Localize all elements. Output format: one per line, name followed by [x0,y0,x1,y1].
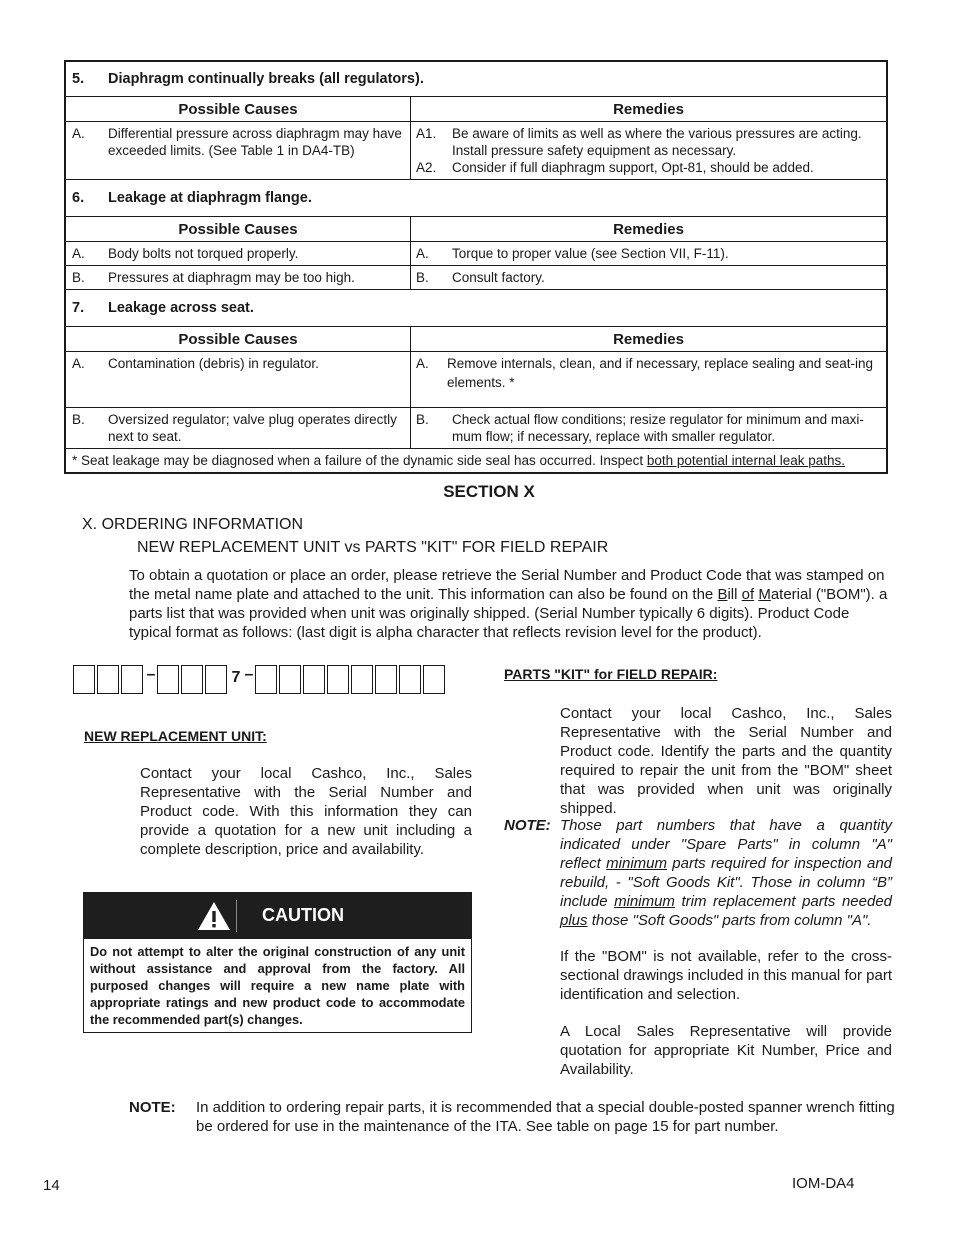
page-number: 14 [43,1177,60,1194]
note-text: those "Soft Goods" parts from column "A". [587,912,872,929]
code-box [351,665,373,694]
caution-separator [236,900,237,932]
new-unit-heading: NEW REPLACEMENT UNIT: [84,728,267,744]
cause-text: Oversized regulator; valve plug operates directly next to seat. [108,412,397,444]
intro-paragraph [129,566,889,642]
column-header-row [66,97,886,122]
code-box [423,665,445,694]
column-header-row [66,327,886,352]
ordering-heading: X. ORDERING INFORMATION [82,516,304,533]
warning-icon [196,900,232,932]
bottom-note-text: In addition to ordering repair parts, it is recommended that a special double-posted spanner wrench fitting be ordered for use in the maintenance of the ITA. See table on page 15 for part number. [196,1099,895,1135]
remedy-label: A. [416,246,429,261]
code-box [279,665,301,694]
section-title: Diaphragm continually breaks (all regulators). [108,71,424,87]
caution-label: CAUTION [262,905,344,925]
intro-text-cont: aterial ("BOM"). a parts list that was provided when unit was originally shipped. (Serial Number typically 6 digits). Product Code typical format as follows: (last digit is alpha character that reflects revision level for the product). [129,586,888,641]
cause-label: A. [72,126,85,141]
code-dash: – [244,666,254,683]
table-row [66,266,886,290]
code-dash: – [146,666,156,683]
code-box [303,665,325,694]
code-box [375,665,397,694]
remedy-label: B. [416,270,429,285]
note-text: Those part numbers that have a quantity indicated under "Spare Parts" in column "A" reflect [560,817,892,872]
remedy-continuation: elements. * [447,375,515,390]
section-title: Leakage across seat. [108,300,254,316]
code-fixed-digit: 7 [231,669,241,686]
section-title: SECTION X [443,482,535,501]
remedy-text: Check actual flow conditions; resize regulator for minimum and maxi-mum flow; if necessary, replace with smaller regulator. [452,412,864,444]
table-row [66,242,886,266]
remedy-text: Torque to proper value (see Section VII, F-11). [452,246,729,261]
remedies-header: Remedies [613,330,684,348]
remedy-label: B. [416,412,429,427]
product-code-format [73,665,447,699]
new-unit-text: Contact your local Cashco, Inc., Sales Representative with the Serial Number and Product code. With this information they can provide a quotation for a new unit including a complete description, price and availability. [140,765,472,858]
kit-note-text [560,816,892,930]
code-box [73,665,95,694]
rep-text: A Local Sales Representative will provide quotation for appropriate Kit Number, Price and Availability. [560,1023,892,1078]
possible-causes-header: Possible Causes [66,97,411,121]
code-box [327,665,349,694]
note-plus: plus [560,912,588,929]
footnote-text: * Seat leakage may be diagnosed when a failure of the dynamic side seal has occurred. Inspect [72,453,647,468]
intro-of: of [741,586,755,603]
code-box [97,665,119,694]
code-box [399,665,421,694]
cause-text: Pressures at diaphragm may be too high. [108,270,355,285]
intro-bill-initial: B [717,586,728,603]
intro-material-initial: M [758,586,771,603]
cause-text: Differential pressure across diaphragm may have exceeded limits. (See Table 1 in DA4-TB) [108,126,402,158]
intro-text: To obtain a quotation or place an order, please retrieve the Serial Number and Product Code that was stamped on the metal name plate and attached to the unit. This information can also be found on the [129,567,885,603]
bom-text: If the "BOM" is not available, refer to the cross-sectional drawings included in this manual for part identification and selection. [560,948,892,1003]
kit-heading: PARTS "KIT" for FIELD REPAIR: [504,666,718,682]
cause-label: B. [72,412,85,427]
table-footnote [66,449,886,472]
section-title: Leakage at diaphragm flange. [108,190,312,206]
code-box [157,665,179,694]
remedy-text: Consider if full diaphragm support, Opt-81, should be added. [452,160,814,175]
section-number: 7. [72,300,85,316]
section-5-heading [66,62,886,97]
table-row [66,408,886,449]
remedies-header: Remedies [613,220,684,238]
cause-text: Body bolts not torqued properly. [108,246,299,261]
section-number: 6. [72,190,85,206]
remedy-label: A2. [416,160,437,175]
cause-label: A. [72,356,85,371]
troubleshooting-table [64,60,888,474]
cause-label: A. [72,246,85,261]
remedy-label: A1. [416,126,437,141]
note-text: trim replacement parts needed [674,893,893,910]
possible-causes-header: Possible Causes [66,327,411,351]
bottom-note-label: NOTE: [129,1099,176,1116]
section-number: 5. [72,71,85,87]
remedy-text: Consult factory. [452,270,545,285]
caution-box [83,892,472,1033]
section-6-heading [66,180,886,217]
kit-text: Contact your local Cashco, Inc., Sales Representative with the Serial Number and Product code. Identify the parts and the quantity required to repair the unit from the "BOM" sheet that was provided when unit was originally shipped. [560,705,892,817]
remedy-text: Be aware of limits as well as where the various pressures are acting. Install pressure safety equipment as necessary. [452,126,862,158]
table-row [66,122,886,180]
remedy-label: A. [416,356,429,371]
code-box [205,665,227,694]
footnote-underlined: both potential internal leak paths. [646,453,845,468]
kit-note-label: NOTE: [504,817,551,834]
note-minimum: minimum [606,855,667,872]
note-minimum: minimum [614,893,675,910]
section-7-heading [66,290,886,327]
note-text: parts required for inspection and rebuild, - "Soft Goods Kit". Those in column “B” include [560,855,892,910]
caution-text: Do not attempt to alter the original construction of any unit without assistance and approval from the factory. All purposed changes will require a new name plate with appropriate ratings and new product code to accommodate the recommended part(s) changes. [90,944,465,1027]
possible-causes-header: Possible Causes [66,217,411,241]
caution-bar [84,893,471,939]
ordering-subheading: NEW REPLACEMENT UNIT vs PARTS "KIT" FOR FIELD REPAIR [137,539,609,556]
code-box [121,665,143,694]
column-header-row [66,217,886,242]
document-id: IOM-DA4 [792,1175,855,1192]
table-row [66,352,886,408]
code-box [255,665,277,694]
cause-label: B. [72,270,85,285]
remedy-text: Remove internals, clean, and if necessary, replace sealing and seat-ing [447,356,873,371]
cause-text: Contamination (debris) in regulator. [108,356,319,371]
remedies-header: Remedies [613,100,684,118]
code-box [181,665,203,694]
intro-bill-rest: ill [727,586,742,603]
